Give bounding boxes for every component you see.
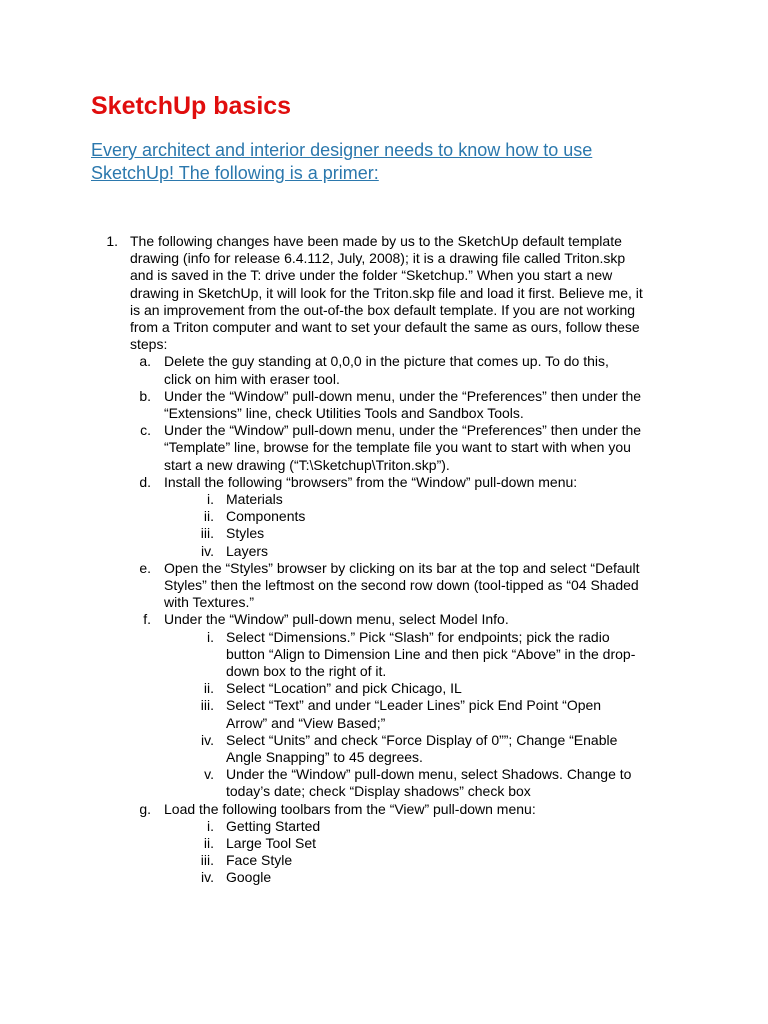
list-marker: g. (139, 800, 151, 817)
list-marker: a. (139, 353, 151, 370)
sub-list-item-line (0, 801, 768, 818)
list-text: Under the “Window” pull-down menu, select Shadows. Change to (226, 766, 632, 783)
sub-sub-list-item-line (0, 715, 768, 732)
sub-list-item-line (0, 371, 768, 388)
list-marker: i. (207, 491, 214, 507)
sub-list-item-line (0, 457, 768, 474)
list-text: drawing in SketchUp, it will look for the Triton.skp file and load it first. Believe me, it (130, 284, 643, 301)
list-marker: v. (204, 766, 214, 783)
list-text: down box to the right of it. (226, 663, 387, 679)
list-text: and is saved in the T: drive under the folder “Sketchup.” When you start a new (130, 267, 613, 284)
list-text: Face Style (226, 852, 293, 869)
sub-sub-list-item-line (0, 491, 768, 508)
list-marker: i. (207, 628, 214, 645)
sub-sub-list-item-line (0, 869, 768, 886)
subtitle-line: SketchUp! The following is a primer: (91, 163, 379, 183)
list-text: button “Align to Dimension Line and then pick “Above” in the drop- (226, 645, 636, 662)
sub-sub-list-item-line (0, 783, 768, 800)
list-text: Google (226, 869, 272, 886)
list-text: Delete the guy standing at 0,0,0 in the picture that comes up. To do this, (164, 353, 609, 370)
sub-list-item-line (0, 474, 768, 491)
sub-sub-list-item-line (0, 646, 768, 663)
list-marker: f. (143, 611, 151, 628)
list-text: click on him with eraser tool. (164, 370, 340, 387)
list-item-line (0, 302, 768, 319)
list-text: from a Triton computer and want to set your default the same as ours, follow these (130, 319, 640, 335)
sub-list-item-line (0, 353, 768, 370)
list-marker: ii. (203, 508, 214, 525)
subtitle-line: Every architect and interior designer needs to know how to use (91, 140, 593, 160)
list-text: Install the following “browsers” from the “Window” pull-down menu: (164, 473, 578, 490)
sub-list-item-line (0, 388, 768, 405)
list-marker: i. (207, 817, 214, 834)
list-marker: b. (139, 387, 151, 404)
list-text: Select “Text” and under “Leader Lines” pick End Point “Open (226, 697, 602, 714)
list-text: Layers (226, 542, 269, 559)
list-text: “Template” line, browse for the template file you want to start with when you (164, 439, 631, 456)
sub-sub-list-item-line (0, 543, 768, 560)
list-item-line (0, 319, 768, 336)
list-marker: iii. (200, 852, 214, 869)
list-text: with Textures.” (164, 594, 254, 611)
document-title: SketchUp basics (91, 92, 292, 120)
list-marker: c. (140, 422, 151, 439)
sub-list-item-line (0, 439, 768, 456)
list-marker: iv. (201, 869, 214, 886)
list-text: today’s date; check “Display shadows” check box (226, 783, 531, 800)
sub-sub-list-item-line (0, 766, 768, 783)
list-marker: d. (139, 473, 151, 490)
list-marker: 1. (106, 233, 118, 249)
list-text: start a new drawing (“T:\Sketchup\Triton.skp”). (164, 456, 450, 473)
list-text: “Extensions” line, check Utilities Tools and Sandbox Tools. (164, 405, 524, 421)
sub-sub-list-item-line (0, 732, 768, 749)
list-text: Open the “Styles” browser by clicking on its bar at the top and select “Default (164, 559, 640, 576)
list-text: Styles (226, 525, 265, 542)
list-marker: e. (139, 559, 151, 576)
sub-sub-list-item-line (0, 818, 768, 835)
sub-sub-list-item-line (0, 629, 768, 646)
sub-sub-list-item-line (0, 525, 768, 542)
sub-sub-list-item-line (0, 663, 768, 680)
sub-list-item-line (0, 611, 768, 628)
list-text: Under the “Window” pull-down menu, under the “Preferences” then under the (164, 422, 642, 439)
list-text: Select “Location” and pick Chicago, IL (226, 680, 462, 697)
list-item-line (0, 336, 768, 353)
list-text: is an improvement from the out-of-the box default template. If you are not working (130, 301, 636, 318)
list-text: Styles” then the leftmost on the second row down (tool-tipped as “04 Shaded (164, 577, 639, 593)
sub-sub-list-item-line (0, 835, 768, 852)
list-text: Angle Snapping” to 45 degrees. (226, 749, 423, 765)
list-text: drawing (info for release 6.4.112, July, 2008); it is a drawing file called Triton.skp (130, 250, 626, 267)
list-text: Under the “Window” pull-down menu, select Model Info. (164, 611, 509, 628)
list-text: Select “Units” and check “Force Display of 0””; Change “Enable (226, 731, 618, 748)
sub-list-item-line (0, 422, 768, 439)
document-subtitle[interactable] (91, 139, 731, 185)
list-text: Materials (226, 491, 283, 507)
list-text: The following changes have been made by us to the SketchUp default template (130, 233, 622, 249)
list-item-line (0, 233, 768, 250)
list-marker: iii. (200, 525, 214, 542)
sub-sub-list-item-line (0, 852, 768, 869)
list-text: Large Tool Set (226, 835, 317, 851)
list-marker: ii. (203, 680, 214, 697)
list-text: Under the “Window” pull-down menu, under the “Preferences” then under the (164, 387, 642, 404)
list-marker: iii. (200, 697, 214, 714)
sub-sub-list-item-line (0, 680, 768, 697)
sub-sub-list-item-line (0, 697, 768, 714)
list-item-line (0, 250, 768, 267)
sub-sub-list-item-line (0, 508, 768, 525)
list-text: Load the following toolbars from the “View” pull-down menu: (164, 800, 536, 817)
list-item-line (0, 267, 768, 284)
list-marker: iv. (201, 731, 214, 748)
list-text: steps: (130, 336, 168, 353)
sub-list-item-line (0, 405, 768, 422)
sub-list-item-line (0, 560, 768, 577)
sub-sub-list-item-line (0, 749, 768, 766)
list-item-line (0, 285, 768, 302)
list-marker: ii. (203, 835, 214, 851)
list-marker: iv. (201, 542, 214, 559)
list-text: Select “Dimensions.” Pick “Slash” for endpoints; pick the radio (226, 628, 610, 645)
sub-list-item-line (0, 594, 768, 611)
sub-list-item-line (0, 577, 768, 594)
list-text: Components (226, 508, 306, 525)
list-text: Getting Started (226, 817, 321, 834)
list-text: Arrow” and “View Based;” (226, 714, 386, 731)
